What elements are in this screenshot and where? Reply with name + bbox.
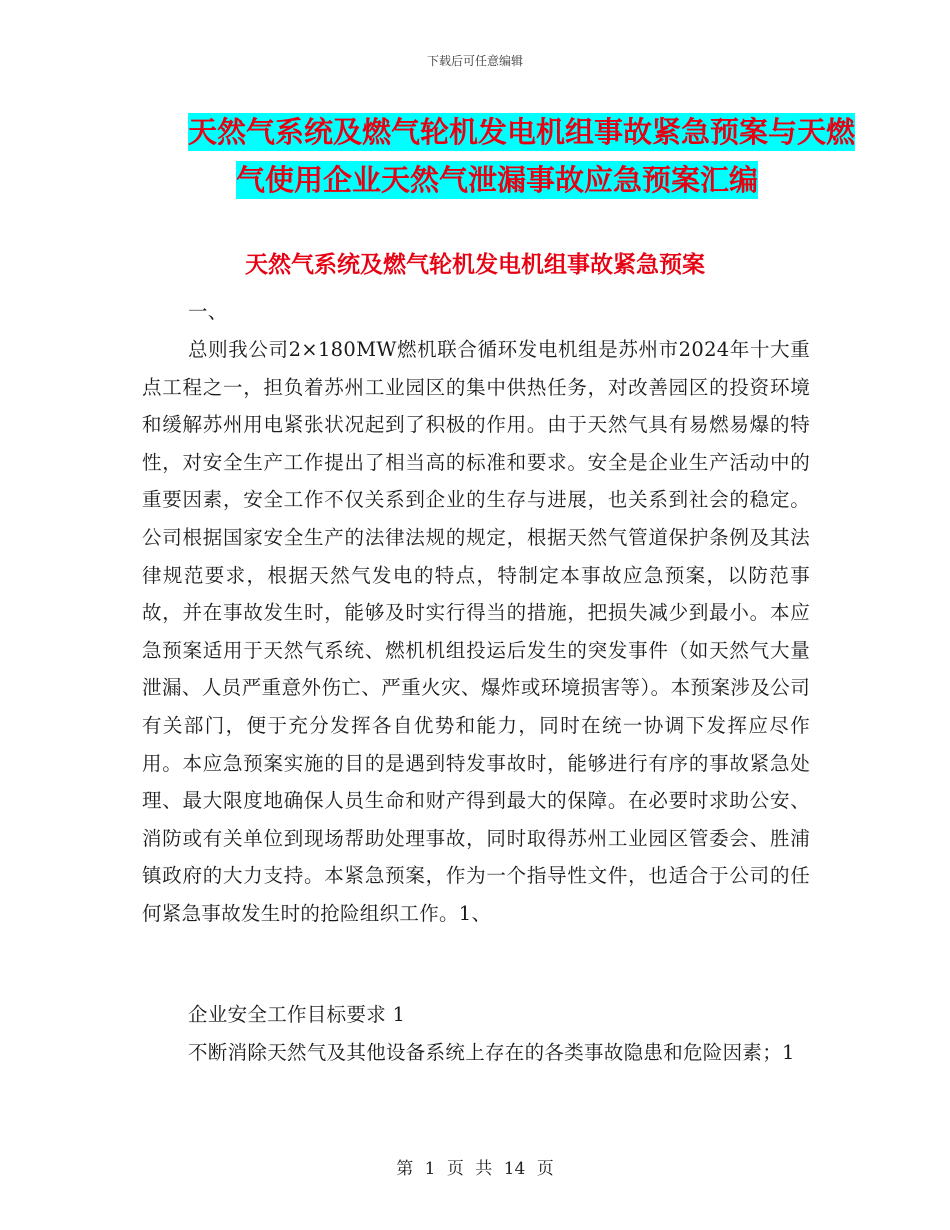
document-title bbox=[188, 108, 856, 204]
title-line-2 bbox=[236, 156, 808, 204]
section-number: 一、 bbox=[188, 300, 228, 323]
title-line-2-text: 气使用企业天然气泄漏事故应急预案汇编 bbox=[236, 163, 759, 197]
page-footer: 第 1 页 共 14 页 bbox=[396, 1159, 554, 1179]
item-paragraph: 不断消除天然气及其他设备系统上存在的各类事故隐患和危险因素；1 bbox=[188, 1041, 795, 1064]
title-line-1 bbox=[188, 108, 856, 156]
goal-paragraph: 企业安全工作目标要求 1 bbox=[188, 1003, 406, 1026]
title-line-1-text: 天然气系统及燃气轮机发电机组事故紧急预案与天燃 bbox=[188, 115, 856, 149]
header-note: 下载后可任意编辑 bbox=[426, 54, 523, 68]
general-paragraph: 总则我公司2×180MW燃机联合循环发电机组是苏州市2024年十大重点工程之一，担负着苏州工业园区的集中供热任务，对改善园区的投资环境和缓解苏州用电紧张状况起到了积极的作用。由于天然气具有易燃易爆的特性，对安全生产工作提出了相当高的标准和要求。安全是企业生产活动中的重要因素，安全工作不仅关系到企业的生存与进展，也关系到社会的稳定。公司根据国家安全生产的法律法规的规定，根据天然气管道保护条例及其法律规范要求，根据天然气发电的特点，特制定本事故应急预案，以防范事故，并在事故发生时，能够及时实行得当的措施，把损失减少到最小。本应急预案适用于天然气系统、燃机机组投运后发生的突发事件（如天然气大量泄漏、人员严重意外伤亡、严重火灾、爆炸或环境损害等）。本预案涉及公司有关部门，便于充分发挥各自优势和能力，同时在统一协调下发挥应尽作用。本应急预案实施的目的是遇到特发事故时，能够进行有序的事故紧急处理、最大限度地确保人员生命和财产得到最大的保障。在必要时求助公安、消防或有关单位到现场帮助处理事故，同时取得苏州工业园区管委会、胜浦镇政府的大力支持。本紧急预案，作为一个指导性文件，也适合于公司的任何紧急事故发生时的抢险组织工作。1、 bbox=[142, 338, 810, 925]
section-title: 天然气系统及燃气轮机发电机组事故紧急预案 bbox=[245, 252, 705, 278]
